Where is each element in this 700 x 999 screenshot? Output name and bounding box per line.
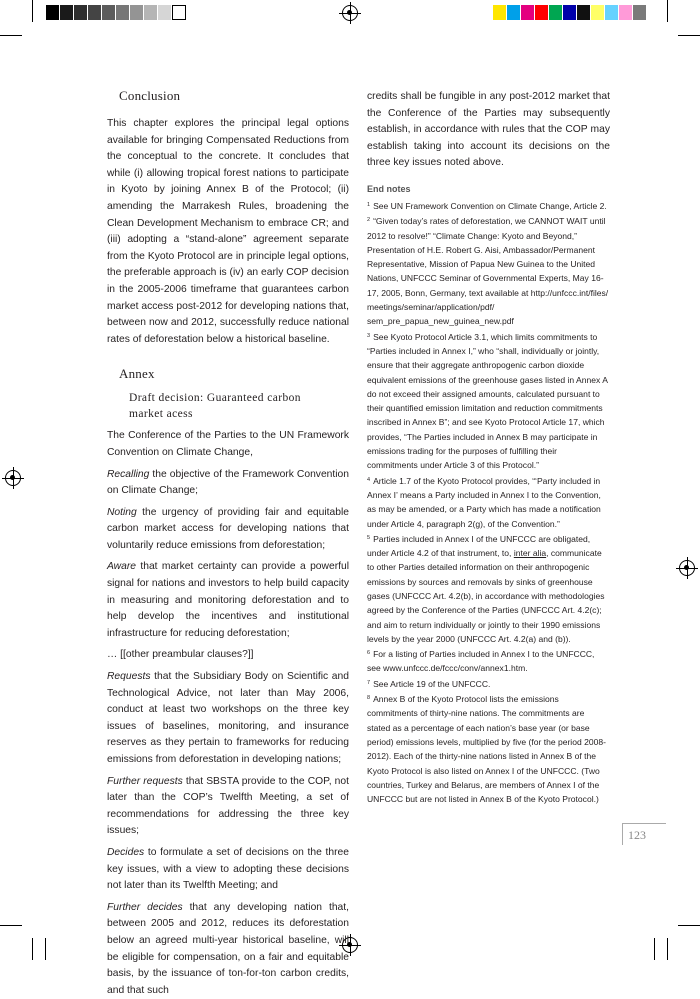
crop-mark <box>667 938 668 960</box>
registration-mark-right <box>679 560 695 576</box>
crop-mark <box>678 35 700 36</box>
crop-mark <box>654 938 655 960</box>
crop-mark <box>0 925 22 926</box>
endnote: $^3$ See Kyoto Protocol Article 3.1, which limits commitments to “Parties included in Annex I,” who “shall, individually or jointly, ensure that their aggregate anthropogenic carbon dioxide equivalent emissions of the greenhouse gases listed in Annex A do not exceed their assigned amounts, calculated pursuant to their quantified emission limitation and reduction commitments inscribed in Annex B”; and see Kyoto Protocol Article 17, which provides, “The Parties included in Annex B may participate in emissions trading for the purposes of fulfilling their commitments under Article 3 of this Protocol.” <box>367 331 608 471</box>
conclusion-paragraph: This chapter explores the principal legal options available for bringing Compensated Reductions from the conceptual to the concrete. It concludes that while (i) allowing tropical forest nations to participate in Kyoto by joining Annex B of the Protocol; (ii) amending the Marrakesh Rules, broadening the Clean Development Mechanism to embrace CR; and (iii) adopting a “stand-alone” agreement separate from the Kyoto Protocol are in principle legal options, the preferable approach is (iv) an early COP decision in the 2005-2006 timeframe that guarantees carbon market access post-2012 for developing nations that, between now and 2012, successfully reduce national rates of deforestation below a historical baseline. <box>107 118 349 345</box>
annex-paragraph: Further requests that SBSTA provide to the COP, not later than the COP’s Twelfth Meeting, a set of recommendations for addressing the three key issues; <box>107 775 349 837</box>
right-column <box>367 89 610 806</box>
endnote: $^6$ For a listing of Parties included in Annex I to the UNFCCC, see www.unfccc.de/fccc/conv/annex1.htm. <box>367 649 595 674</box>
color-swatch <box>619 5 633 20</box>
color-calibration-bar <box>493 5 647 20</box>
crop-mark <box>0 35 22 36</box>
endnote: $^7$ See Article 19 of the UNFCCC. <box>367 678 491 689</box>
endnote: $^1$ See UN Framework Convention on Climate Change, Article 2. <box>367 200 607 211</box>
continued-paragraph: credits shall be fungible in any post-2012 market that the Conference of the Parties may subsequently establish, in accordance with rules that the COP may establish taking into account its decisions on the three key issues noted above. <box>367 91 610 169</box>
color-swatch <box>591 5 605 20</box>
left-column <box>107 88 349 999</box>
color-swatch <box>172 5 186 20</box>
color-swatch <box>158 5 172 20</box>
crop-mark <box>32 938 33 960</box>
annex-paragraph: Requests that the Subsidiary Body on Scientific and Technological Advice, not later than May 2006, conduct at least two workshops on the three key issues of baselines, monitoring, and insurance reserves as they pertain to frameworks for reducing emissions from deforestation in developing nations; <box>107 671 349 765</box>
registration-mark-left <box>5 470 21 486</box>
endnotes-heading: End notes <box>367 183 411 194</box>
endnote: $^8$ Annex B of the Kyoto Protocol lists the emissions commitments of thirty-nine nations. The commitments are stated as a percentage of each nation’s base year (or base period) emissions levels, multiplied by five (for the period 2008-2012). Each of the thirty-nine nations listed in Annex B of the Kyoto Protocol is also listed on Annex I of the UNFCCC. (Two countries, Turkey and Belarus, are members of Annex I of the UNFCCC but are not listed in Annex B of the Kyoto Protocol.) <box>367 694 606 805</box>
page-number: 123 <box>622 823 666 845</box>
color-swatch <box>535 5 549 20</box>
annex-paragraph: Decides to formulate a set of decisions on the three key issues, with a view to adopting these decisions not later than its Twelfth Meeting; and <box>107 846 349 892</box>
crop-mark <box>32 0 33 22</box>
color-swatch <box>116 5 130 20</box>
color-swatch <box>507 5 521 20</box>
crop-mark <box>667 0 668 22</box>
annex-paragraph: Further decides that any developing nation that, between 2005 and 2012, reduces its deforestation below an agreed multi-year historical baseline, will be eligible for compensation, on a fair and equitable basis, by the issuance of ton-for-ton carbon credits, and that such <box>107 901 349 996</box>
color-swatch <box>130 5 144 20</box>
color-swatch <box>549 5 563 20</box>
color-swatch <box>46 5 60 20</box>
annex-paragraph: Recalling the objective of the Framework Convention on Climate Change; <box>107 468 349 497</box>
registration-mark-top <box>342 5 358 21</box>
annex-heading: Annex <box>119 366 155 382</box>
annex-paragraph: The Conference of the Parties to the UN Framework Convention on Climate Change, <box>107 430 349 458</box>
annex-paragraph: Aware that market certainty can provide a powerful signal for nations and investors to help build capacity in measuring and monitoring deforestation and to help develop the incentives and institutional infrastructure for reducing deforestation; <box>107 561 349 639</box>
color-swatch <box>563 5 577 20</box>
color-swatch <box>102 5 116 20</box>
color-swatch <box>605 5 619 20</box>
conclusion-heading: Conclusion <box>119 88 181 103</box>
color-swatch <box>144 5 158 20</box>
endnote: $^4$ Article 1.7 of the Kyoto Protocol provides, “‘Party included in Annex I’ means a Party included in Annex I to the Convention, as may be amended, or a Party which has made a notification under Article 4, paragraph 2(g), of the Convention.” <box>367 475 601 529</box>
color-swatch <box>60 5 74 20</box>
crop-mark <box>678 925 700 926</box>
color-swatch <box>493 5 507 20</box>
annex-paragraph: Noting the urgency of providing fair and equitable carbon market access for developing nations that voluntarily reduce emissions from deforestation; <box>107 506 349 551</box>
endnote: $^2$ “Given today’s rates of deforestation, we CANNOT WAIT until 2012 to resolve!” “Climate Change: Kyoto and Beyond,” Presentation of H.E. Robert G. Aisi, Ambassador/Permanent Representative, Mission of Papua New Guinea to the United Nations, UNFCCC Seminar of Governmental Experts, May 16-17, 2005, Bonn, Germany, text available at http://unfccc.int/files/ meetings/seminar/application/pdf/ sem_pre_papua_new_guinea_new.pdf <box>367 216 609 327</box>
color-swatch <box>577 5 591 20</box>
crop-mark <box>45 938 46 960</box>
annex-subheading: Draft decision: Guaranteed carbon market acess <box>129 392 301 421</box>
endnote: $^5$ Parties included in Annex I of the UNFCCC are obligated, under Article 4.2 of that instrument, to, inter alia, communicate to other Parties detailed information on their anthropogenic emissions by sources and removals by sinks of greenhouse gases (UNFCCC Art. 4.2(b), in accordance with methodologies agreed by the Conference of the Parties (UNFCCC Art. 4.2(c); and aim to return individually or jointly to their 1990 emissions levels by the year 2000 (UNFCCC Art. 4.2(a) and (b)). <box>367 533 605 644</box>
color-swatch <box>521 5 535 20</box>
grayscale-calibration-bar <box>46 5 186 20</box>
color-swatch <box>633 5 647 20</box>
color-swatch <box>74 5 88 20</box>
color-swatch <box>88 5 102 20</box>
annex-paragraph: … [[other preambular clauses?]] <box>107 649 254 661</box>
